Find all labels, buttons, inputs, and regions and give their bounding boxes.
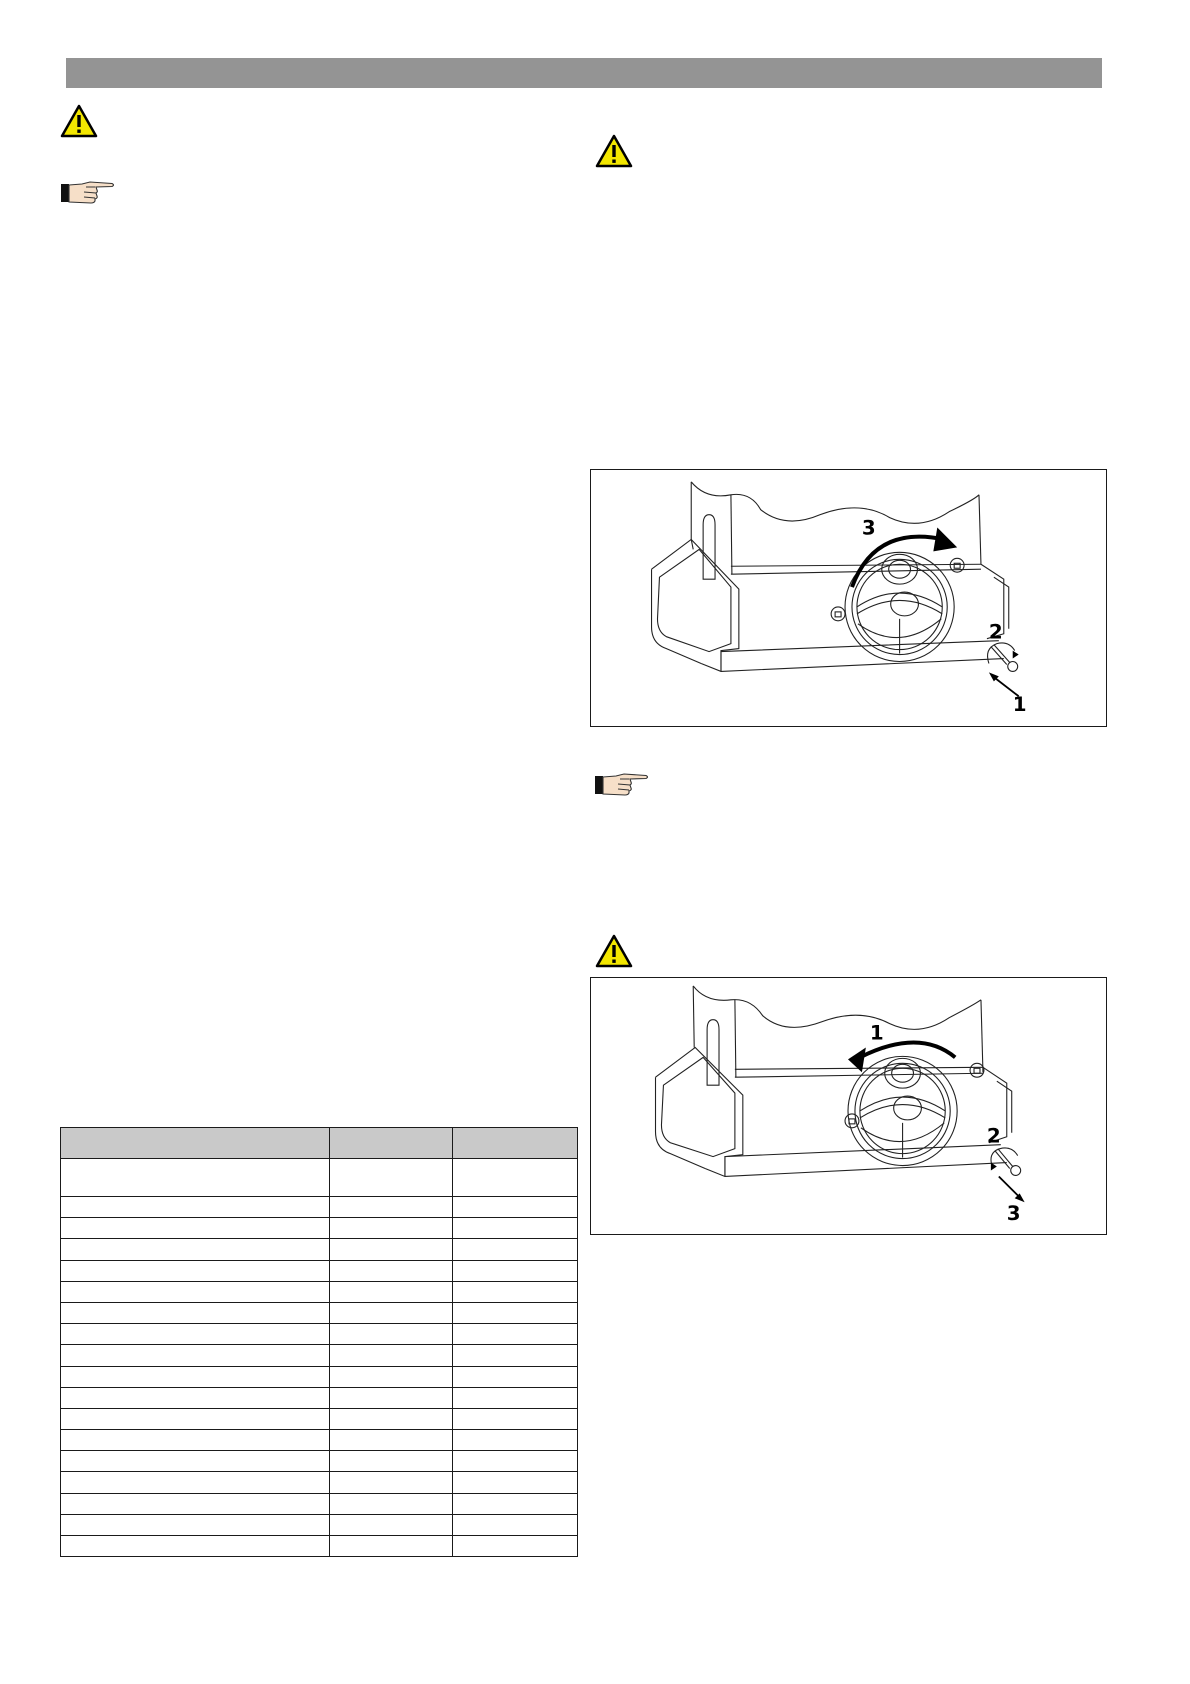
table-header-cell xyxy=(61,1128,330,1159)
table-header-cell xyxy=(453,1128,578,1159)
table-row xyxy=(61,1493,578,1514)
table-row xyxy=(61,1387,578,1408)
table-row xyxy=(61,1366,578,1387)
table-row xyxy=(61,1239,578,1260)
table-row xyxy=(61,1260,578,1281)
table-row xyxy=(61,1159,578,1197)
table-cell xyxy=(330,1451,453,1472)
table-cell xyxy=(330,1239,453,1260)
step-label-1: 1 xyxy=(1012,693,1027,717)
table-cell xyxy=(61,1239,330,1260)
table-row xyxy=(61,1514,578,1535)
table-cell xyxy=(61,1302,330,1323)
table-cell xyxy=(330,1493,453,1514)
table-cell xyxy=(330,1536,453,1557)
table-cell xyxy=(330,1281,453,1302)
table-cell xyxy=(61,1366,330,1387)
table-row xyxy=(61,1324,578,1345)
table-cell xyxy=(61,1345,330,1366)
table-cell xyxy=(330,1366,453,1387)
table-cell xyxy=(330,1302,453,1323)
table-cell xyxy=(330,1430,453,1451)
table-header-cell xyxy=(330,1128,453,1159)
table-cell xyxy=(453,1218,578,1239)
table-row xyxy=(61,1345,578,1366)
table-cell xyxy=(453,1387,578,1408)
table-cell xyxy=(330,1197,453,1218)
table-cell xyxy=(330,1218,453,1239)
table-cell xyxy=(453,1345,578,1366)
step-label-3: 3 xyxy=(861,516,876,540)
table-cell xyxy=(453,1408,578,1429)
warning-triangle-icon xyxy=(60,104,98,138)
table-header-row xyxy=(61,1128,578,1159)
table-cell xyxy=(453,1281,578,1302)
table-row xyxy=(61,1408,578,1429)
table-row xyxy=(61,1302,578,1323)
table-row xyxy=(61,1281,578,1302)
table-cell xyxy=(61,1514,330,1535)
table-cell xyxy=(61,1218,330,1239)
section-header-bar xyxy=(66,58,1102,88)
table-cell xyxy=(453,1239,578,1260)
step-label-1: 1 xyxy=(869,1021,884,1045)
gear-motor-release-drawing xyxy=(591,978,1106,1234)
table-cell xyxy=(61,1408,330,1429)
table-cell xyxy=(453,1514,578,1535)
table-cell xyxy=(61,1387,330,1408)
table-row xyxy=(61,1218,578,1239)
table-row xyxy=(61,1451,578,1472)
warning-triangle-icon xyxy=(595,934,633,968)
table-cell xyxy=(61,1472,330,1493)
pointing-hand-icon xyxy=(60,180,116,206)
table-cell xyxy=(61,1536,330,1557)
table-cell xyxy=(330,1514,453,1535)
table-cell xyxy=(330,1387,453,1408)
table-cell xyxy=(453,1302,578,1323)
table-row xyxy=(61,1472,578,1493)
table-cell xyxy=(61,1260,330,1281)
table-cell xyxy=(453,1197,578,1218)
table-cell xyxy=(330,1472,453,1493)
table-row xyxy=(61,1197,578,1218)
table-cell xyxy=(453,1366,578,1387)
table-cell xyxy=(453,1472,578,1493)
table-cell xyxy=(453,1159,578,1197)
pointing-hand-icon xyxy=(594,772,650,798)
table-cell xyxy=(61,1493,330,1514)
technical-specs-table xyxy=(60,1127,578,1557)
table-cell xyxy=(61,1197,330,1218)
table-cell xyxy=(453,1493,578,1514)
warning-triangle-icon xyxy=(595,134,633,168)
step-label-3: 3 xyxy=(1006,1202,1021,1226)
table-cell xyxy=(330,1408,453,1429)
release-unlock-figure xyxy=(590,469,1107,727)
step-label-2: 2 xyxy=(986,1124,1001,1148)
table-cell xyxy=(453,1451,578,1472)
release-lock-figure xyxy=(590,977,1107,1235)
table-cell xyxy=(61,1430,330,1451)
table-cell xyxy=(61,1159,330,1197)
table-cell xyxy=(330,1345,453,1366)
table-cell xyxy=(453,1430,578,1451)
table-cell xyxy=(330,1260,453,1281)
table-cell xyxy=(453,1324,578,1345)
table-cell xyxy=(61,1281,330,1302)
gear-motor-release-drawing xyxy=(591,470,1106,726)
table-row xyxy=(61,1430,578,1451)
table-cell xyxy=(330,1159,453,1197)
table-cell xyxy=(453,1536,578,1557)
step-label-2: 2 xyxy=(988,620,1003,644)
table-cell xyxy=(453,1260,578,1281)
table-row xyxy=(61,1536,578,1557)
table-cell xyxy=(61,1324,330,1345)
table-cell xyxy=(61,1451,330,1472)
table-cell xyxy=(330,1324,453,1345)
